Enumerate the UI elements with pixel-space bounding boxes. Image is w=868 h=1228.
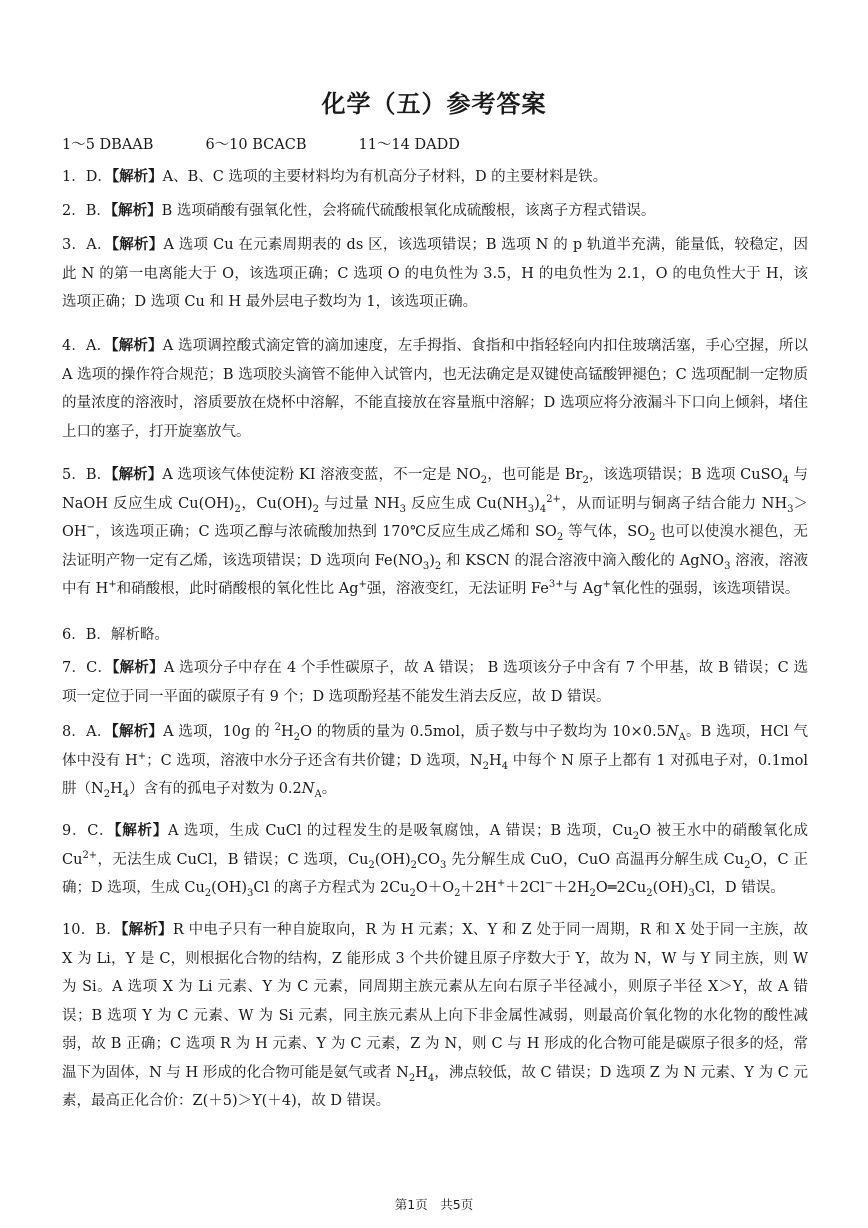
question-10: 10．B．【解析】R 中电子只有一种自旋取向，R 为 H 元素；X、Y 和 Z 处于同一周期，R 和 X 处于同一主族，故 X 为 Li，Y 是 C，则根据化合物的结构，Z 能形成 3 个共价键且原子序数大于 Y，故为 N，W 与 Y 同主族，则 W 为 Si。A 选项 X 为 Li 元素、Y 为 C 元素，同周期主族元素从左向右原子半径减小，则原子半径 X＞Y，故 A 错误；B 选项 Y 为 C 元素、W 为 Si 元素，同主族元素从上向下非金属性减弱，则最高价氧化物的水化物的酸性减弱，故 B 正确；C 选项 R 为 H 元素、Y 为 C 元素，Z 为 N，则 C 与 H 形成的化合物可能是碳原子很多的烃，常温下为固体，N 与 H 形成的化合物可能是氨气或者 $N_2H_4$，沸点较低，故 C 错误；D 选项 Z 为 N 元素、Y 为 C 元素，最高正化合价：Z(＋5)＞Y(＋4)，故 D 错误。 xyxy=(62,921,809,1109)
page-title: 化学（五）参考答案 xyxy=(321,90,547,118)
answer-key-11-14: 11～14 DADD xyxy=(358,137,460,153)
question-8: 8．A．【解析】A 选项，10g 的 $^2H_2O$ 的物质的量为 0.5mol，质子数与中子数均为 $10\times 0.5N_A$。B 选项，HCl 气体中没有 H+；C 选项，溶液中水分子还含有共价键；D 选项，$N_2H_4$ 中每个 N 原子上都有 1 对孤电子对，0.1mol 肼$(N_2H_4)$含有的孤电子对数为 $0.2N_A$。 xyxy=(62,722,808,800)
question-9: 9．C．【解析】A 选项，生成 CuCl 的过程发生的是吸氧腐蚀，A 错误；B 选项，$Cu_2O$ 被王水中的硝酸氧化成 $Cu^{2+}$，无法生成 CuCl，B 错误；C 选项，$Cu_2(OH)_2CO_3$ 先分解生成 CuO，CuO 高温再分解生成 $Cu_2O$，C 正确；D 选项，生成 $Cu_2(OH)_3Cl$ 的离子方程式为 $2Cu_2O+O_2+2H^++2Cl^-+2H_2O═2Cu_2(OH)_3Cl$，D 错误。 xyxy=(62,822,809,899)
question-7: 7．C．【解析】A 选项分子中存在 4 个手性碳原子，故 A 错误； B 选项该分子中含有 7 个甲基，故 B 错误；C 选项一定位于同一平面的碳原子有 9 个；D 选项酚羟基不能发生消去反应，故 D 错误。 xyxy=(62,659,809,705)
page-footer: 第1页 共5页 xyxy=(394,1197,474,1212)
answer-key-6-10: 6～10 BCACB xyxy=(205,137,307,153)
question-3: 3．A．【解析】A 选项 Cu 在元素周期表的 ds 区，该选项错误；B 选项 N 的 p 轨道半充满，能量低，较稳定，因此 N 的第一电离能大于 O，该选项正确；C 选项 O 的电负性为 3.5，H 的电负性为 2.1，O 的电负性大于 H，该选项正确；D 选项 Cu 和 H 最外层电子数均为 1，该选项正确。 xyxy=(62,236,809,310)
answer-key-1-5: 1～5 DBAAB xyxy=(62,137,154,153)
question-5: 5．B．【解析】A 选项该气体使淀粉 KI 溶液变蓝，不一定是 $NO_2$，也可能是 $Br_2$，该选项错误；B 选项 CuSO$_4$ 与 NaOH 反应生成 $Cu(OH)_2$，$Cu(OH)_2$ 与过量 $NH_3$ 反应生成 $Cu(NH_3)_4^{2+}$，从而证明与铜离子结合能力 $NH_3>OH^-$，该选项正确；C 选项乙醇与浓硫酸加热到 170℃反应生成乙烯和 $SO_2$ 等气体，$SO_2$ 也可以使溴水褪色，无法证明产物一定有乙烯，该选项错误；D 选项向 $Fe(NO_3)_2$ 和 KSCN 的混合溶液中滴入酸化的 AgNO$_3$ 溶液，溶液中有 H+和硝酸根，此时硝酸根的氧化性比 Ag+强，溶液变红，无法证明 $Fe^{3+}$与 Ag+氧化性的强弱，该选项错误。 xyxy=(62,466,809,597)
question-1: 1．D．【解析】A、B、C 选项的主要材料均为有机高分子材料，D 的主要材料是铁。 xyxy=(62,168,608,185)
question-2: 2．B．【解析】B 选项硝酸有强氧化性，会将硫代硫酸根氧化成硫酸根，该离子方程式错误。 xyxy=(62,202,656,219)
question-6: 6．B．解析略。 xyxy=(62,627,169,643)
answer-key xyxy=(62,133,460,154)
question-4: 4．A．【解析】A 选项调控酸式滴定管的滴加速度，左手拇指、食指和中指轻轻向内扣住玻璃活塞，手心空握，所以 A 选项的操作符合规范；B 选项胶头滴管不能伸入试管内，也无法确定是双键使高锰酸钾褪色；C 选项配制一定物质的量浓度的溶液时，溶质要放在烧杯中溶解，不能直接放在容量瓶中溶解；D 选项应将分液漏斗下口向上倾斜，堵住上口的塞子，打开旋塞放气。 xyxy=(62,337,808,440)
